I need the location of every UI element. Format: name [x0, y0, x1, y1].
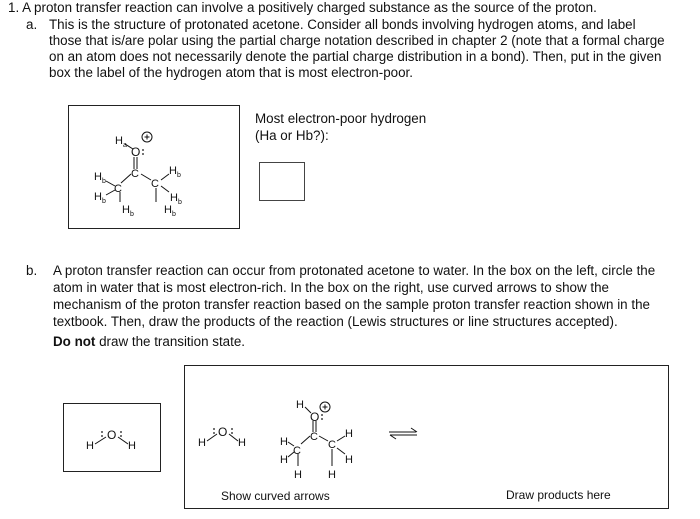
- part-a-letter: a.: [26, 17, 38, 32]
- electron-poor-prompt: Most electron-poor hydrogen: [255, 111, 427, 126]
- mech-water-oxygen: O: [218, 425, 228, 439]
- svg-text:H: H: [345, 428, 353, 440]
- mechanism-box[interactable]: [184, 365, 669, 509]
- protonated-acetone-box: [68, 105, 240, 229]
- svg-text:C: C: [310, 431, 318, 443]
- svg-text:H: H: [328, 469, 336, 481]
- svg-text:H: H: [238, 437, 246, 449]
- svg-text:H: H: [294, 469, 302, 481]
- show-arrows-caption: Show curved arrows: [221, 489, 330, 503]
- question-1-heading: 1. A proton transfer reaction can involve a positively charged substance as the source of the proton.: [8, 0, 597, 15]
- protonated-acetone-structure: [69, 106, 239, 228]
- water-h-left: H: [86, 440, 94, 452]
- svg-text:H: H: [198, 437, 206, 449]
- water-box[interactable]: [63, 403, 161, 472]
- part-b-warning: [53, 334, 245, 350]
- svg-text:b: b: [177, 172, 181, 179]
- part-a-line-1: This is the structure of protonated acetone. Consider all bonds involving hydrogen atoms, and label: [49, 17, 636, 32]
- svg-text:b: b: [130, 211, 134, 218]
- left-carbon-label: C: [114, 183, 122, 195]
- svg-text:b: b: [102, 198, 106, 205]
- electron-poor-prompt-options: (Ha or Hb?):: [255, 128, 329, 143]
- ha-atom-label: H: [115, 135, 123, 147]
- right-carbon-label: C: [151, 178, 159, 190]
- part-b-line-4: textbook. Then, draw the products of the reaction (Lewis structures or line structures accepted).: [53, 314, 618, 329]
- svg-text:b: b: [102, 178, 106, 185]
- svg-text:b: b: [172, 211, 176, 218]
- carbonyl-carbon-label: C: [131, 168, 139, 180]
- part-b-letter: b.: [26, 263, 38, 278]
- part-b-line-2: atom in water that is most electron-rich. In the box on the right, use curved arrows to show the: [53, 280, 609, 295]
- svg-text:b: b: [178, 199, 182, 206]
- draw-products-caption: Draw products here: [506, 488, 611, 502]
- part-b-line-1: A proton transfer reaction can occur from protonated acetone to water. In the box on the left, circle the: [53, 263, 656, 278]
- oxygen-atom-label: O: [131, 145, 141, 159]
- part-a-line-2: those that is/are polar using the partial charge notation described in chapter 2 (note that a formal charge: [49, 33, 665, 48]
- part-a-line-3: on an atom does not necessarily denote the partial charge distribution in a bond). Then, put in the given: [49, 49, 662, 64]
- svg-text:C: C: [293, 445, 301, 457]
- warning-rest-text: draw the transition state.: [95, 334, 245, 349]
- hb-atom-label: H: [170, 192, 178, 204]
- hb-atom-label: H: [94, 191, 102, 203]
- answer-input-box[interactable]: [259, 162, 305, 201]
- hb-atom-label: H: [94, 171, 102, 183]
- part-b-line-3: mechanism of the proton transfer reaction based on the sample proton transfer reaction shown in the: [53, 297, 650, 312]
- warning-bold-text: Do not: [53, 334, 96, 349]
- svg-text:H: H: [280, 454, 288, 466]
- svg-text:O: O: [310, 410, 320, 424]
- svg-text:H: H: [296, 399, 304, 411]
- water-structure: [64, 404, 160, 471]
- svg-text:H: H: [345, 454, 353, 466]
- hb-atom-label: H: [122, 204, 130, 216]
- hb-atom-label: H: [169, 165, 177, 177]
- svg-text:a: a: [123, 142, 127, 149]
- water-oxygen: O: [107, 428, 117, 442]
- water-h-right: H: [128, 440, 136, 452]
- hb-atom-label: H: [164, 204, 172, 216]
- svg-text:C: C: [328, 439, 336, 451]
- svg-text:H: H: [280, 436, 288, 448]
- part-a-line-4: box the label of the hydrogen atom that is most electron-poor.: [49, 65, 413, 80]
